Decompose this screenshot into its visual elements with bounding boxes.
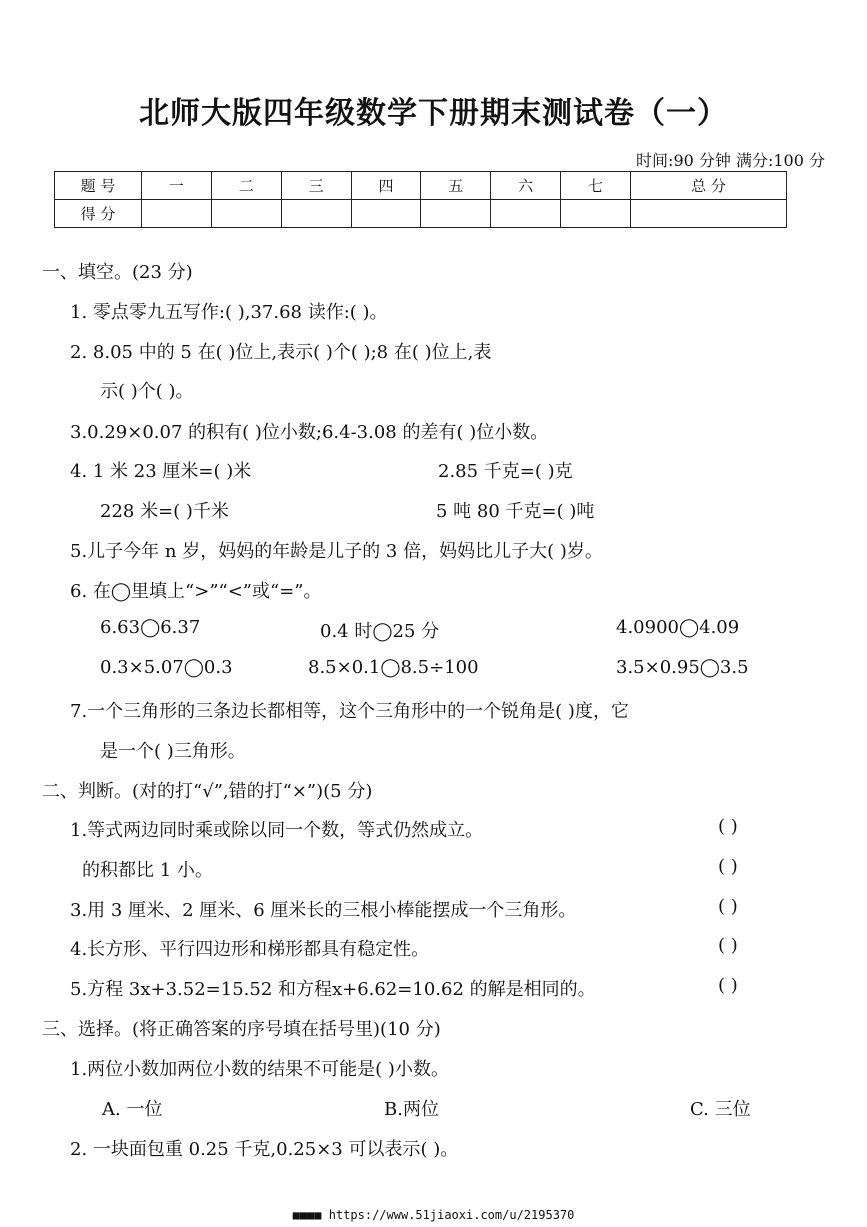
score-input-cell[interactable] [630,200,786,228]
score-cell: 四 [351,172,421,200]
judge-item: 1.等式两边同时乘或除以同一个数，等式仍然成立。 [70,820,484,841]
score-cell: 总 分 [630,172,786,200]
judge-item: 4.长方形、平行四边形和梯形都具有稳定性。 [70,939,430,960]
score-cell: 一 [142,172,212,200]
question-1-4a-left: 4. 1 米 23 厘米=( )米 [70,461,252,482]
compare-item: 8.5×0.1◯8.5÷100 [308,657,479,678]
score-table [54,171,787,228]
compare-item: 6.63◯6.37 [100,617,201,638]
compare-item: 4.0900◯4.09 [616,617,740,638]
score-input-cell[interactable] [491,200,561,228]
section3-heading: 三、选择。(将正确答案的序号填在括号里)(10 分) [42,1019,441,1040]
question-1-4b-right: 5 吨 80 千克=( )吨 [436,501,595,522]
choice-question-2: 2. 一块面包重 0.25 千克,0.25×3 可以表示( )。 [70,1139,459,1160]
choice-question-1: 1.两位小数加两位小数的结果不可能是( )小数。 [70,1059,449,1080]
score-cell: 得 分 [55,200,142,228]
choice-option[interactable]: A. 一位 [102,1099,163,1120]
score-cell: 七 [561,172,631,200]
score-cell: 五 [421,172,491,200]
score-input-cell[interactable] [351,200,421,228]
question-1-7-cont: 是一个( )三角形。 [100,741,246,762]
question-1-5: 5.儿子今年 n 岁，妈妈的年龄是儿子的 3 倍，妈妈比儿子大( )岁。 [70,541,603,562]
score-input-cell[interactable] [142,200,212,228]
choice-option[interactable]: B.两位 [384,1099,439,1120]
choice-option[interactable]: C. 三位 [690,1099,751,1120]
answer-paren[interactable]: ( ) [718,935,738,956]
score-cell: 二 [211,172,281,200]
section2-heading: 二、判断。(对的打“√”,错的打“×”)(5 分) [42,781,373,802]
question-1-2-cont: 示( )个( )。 [100,381,194,402]
score-input-cell[interactable] [211,200,281,228]
question-1-6: 6. 在◯里填上“>”“<”或“=”。 [70,581,322,602]
judge-item: 3.用 3 厘米、2 厘米、6 厘米长的三根小棒能摆成一个三角形。 [70,900,577,921]
compare-item: 0.4 时◯25 分 [320,621,440,642]
score-cell: 三 [281,172,351,200]
score-input-cell[interactable] [281,200,351,228]
question-1-7: 7.一个三角形的三条边长都相等，这个三角形中的一个锐角是( )度，它 [70,701,629,722]
compare-item: 3.5×0.95◯3.5 [616,657,749,678]
exam-title: 北师大版四年级数学下册期末测试卷（一） [139,96,728,131]
score-cell: 六 [491,172,561,200]
section1-heading: 一、填空。(23 分) [42,262,193,283]
question-1-4a-right: 2.85 千克=( )克 [438,461,573,482]
exam-meta: 时间:90 分钟 满分:100 分 [636,151,825,170]
question-1-2: 2. 8.05 中的 5 在( )位上,表示( )个( );8 在( )位上,表 [70,342,492,363]
answer-paren[interactable]: ( ) [718,816,738,837]
score-table-header-row [55,172,787,200]
answer-paren[interactable]: ( ) [718,896,738,917]
question-1-4b-left: 228 米=( )千米 [100,501,229,522]
judge-item: 5.方程 3x+3.52=15.52 和方程x+6.62=10.62 的解是相同的。 [70,979,596,1000]
question-1-1: 1. 零点零九五写作:( ),37.68 读作:( )。 [70,302,388,323]
score-table-score-row [55,200,787,228]
judge-item: 的积都比 1 小。 [82,860,213,881]
footer-url: ■■■■ https://www.51jiaoxi.com/u/2195370 [292,1208,575,1222]
score-input-cell[interactable] [421,200,491,228]
score-input-cell[interactable] [561,200,631,228]
answer-paren[interactable]: ( ) [718,856,738,877]
question-1-3: 3.0.29×0.07 的积有( )位小数;6.4-3.08 的差有( )位小数。 [70,422,549,443]
compare-item: 0.3×5.07◯0.3 [100,657,233,678]
answer-paren[interactable]: ( ) [718,975,738,996]
score-cell: 题 号 [55,172,142,200]
